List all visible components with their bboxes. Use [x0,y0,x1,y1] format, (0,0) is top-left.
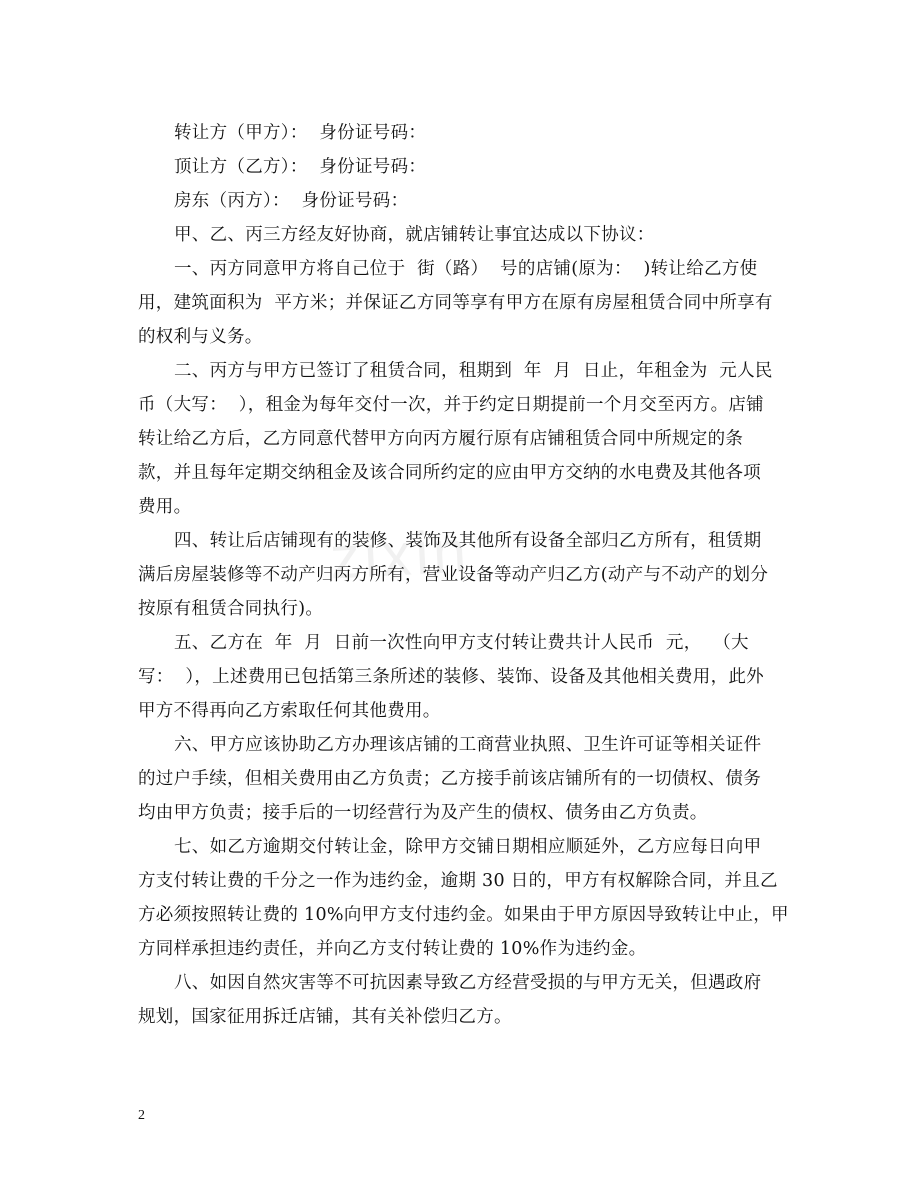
clause-2-line-4: 款，并且每年定期交纳租金及该合同所约定的应由甲方交纳的水电费及其他各项 [138,463,761,483]
clause-1-line-3: 的权利与义务。 [138,327,263,347]
clause-7-line-2: 方支付转让费的千分之一作为违约金，逾期 30 日的，甲方有权解除合同，并且乙 [138,871,778,891]
clause-1-line-1: 一、丙方同意甲方将自己位于 街（路） 号的店铺(原为： )转让给乙方使 [174,259,758,279]
clause-2-line-3: 转让给乙方后，乙方同意代替甲方向丙方履行原有店铺租赁合同中所规定的条 [138,429,744,449]
clause-8-line-2: 规划，国家征用拆迁店铺，其有关补偿归乙方。 [138,1007,512,1027]
clause-1-line-2: 用，建筑面积为 平方米；并保证乙方同等享有甲方在原有房屋租赁合同中所享有 [138,293,773,313]
clause-4-line-2: 满后房屋装修等不动产归丙方所有，营业设备等动产归乙方(动产与不动产的划分 [138,565,769,585]
clause-6-line-3: 均由甲方负责；接手后的一切经营行为及产生的债权、债务由乙方负责。 [138,803,708,823]
clause-5-line-1: 五、乙方在 年 月 日前一次性向甲方支付转让费共计人民币 元， （大 [174,633,749,653]
agreement-intro: 甲、乙、丙三方经友好协商，就店铺转让事宜达成以下协议： [174,225,655,245]
clause-6-line-1: 六、甲方应该协助乙方办理该店铺的工商营业执照、卫生许可证等相关证件 [174,735,762,755]
clause-5-line-3: 甲方不得再向乙方索取任何其他费用。 [138,701,441,721]
document-body [138,116,788,1034]
clause-8-line-1: 八、如因自然灾害等不可抗因素导致乙方经营受损的与甲方无关，但遇政府 [174,973,762,993]
party-b-line: 顶让方（乙方）： 身份证号码： [174,157,427,177]
clause-7-line-1: 七、如乙方逾期交付转让金，除甲方交铺日期相应顺延外，乙方应每日向甲 [174,837,762,857]
party-c-line: 房东（丙方）： 身份证号码： [174,191,409,211]
clause-4-line-3: 按原有租赁合同执行)。 [138,599,324,619]
page-number: 2 [138,1108,145,1123]
clause-2-line-1: 二、丙方与甲方已签订了租赁合同，租期到 年 月 日止，年租金为 元人民 [174,361,773,381]
clause-6-line-2: 的过户手续，但相关费用由乙方负责；乙方接手前该店铺所有的一切债权、债务 [138,769,761,789]
party-a-line: 转让方（甲方）： 身份证号码： [174,123,427,143]
watermark: zixin [328,517,472,592]
clause-7-line-4: 方同样承担违约责任，并向乙方支付转让费的 10%作为违约金。 [138,939,647,959]
clause-7-line-3: 方必须按照转让费的 10%向甲方支付违约金。如果由于甲方原因导致转让中止，甲 [138,905,789,925]
clause-2-line-5: 费用。 [138,497,192,517]
clause-5-line-2: 写： ），上述费用已包括第三条所述的装修、装饰、设备及其他相关费用，此外 [138,667,764,687]
clause-2-line-2: 币（大写： ），租金为每年交付一次，并于约定日期提前一个月交至丙方。店铺 [138,395,764,415]
clause-4-line-1: 四、转让后店铺现有的装修、装饰及其他所有设备全部归乙方所有，租赁期 [174,531,762,551]
